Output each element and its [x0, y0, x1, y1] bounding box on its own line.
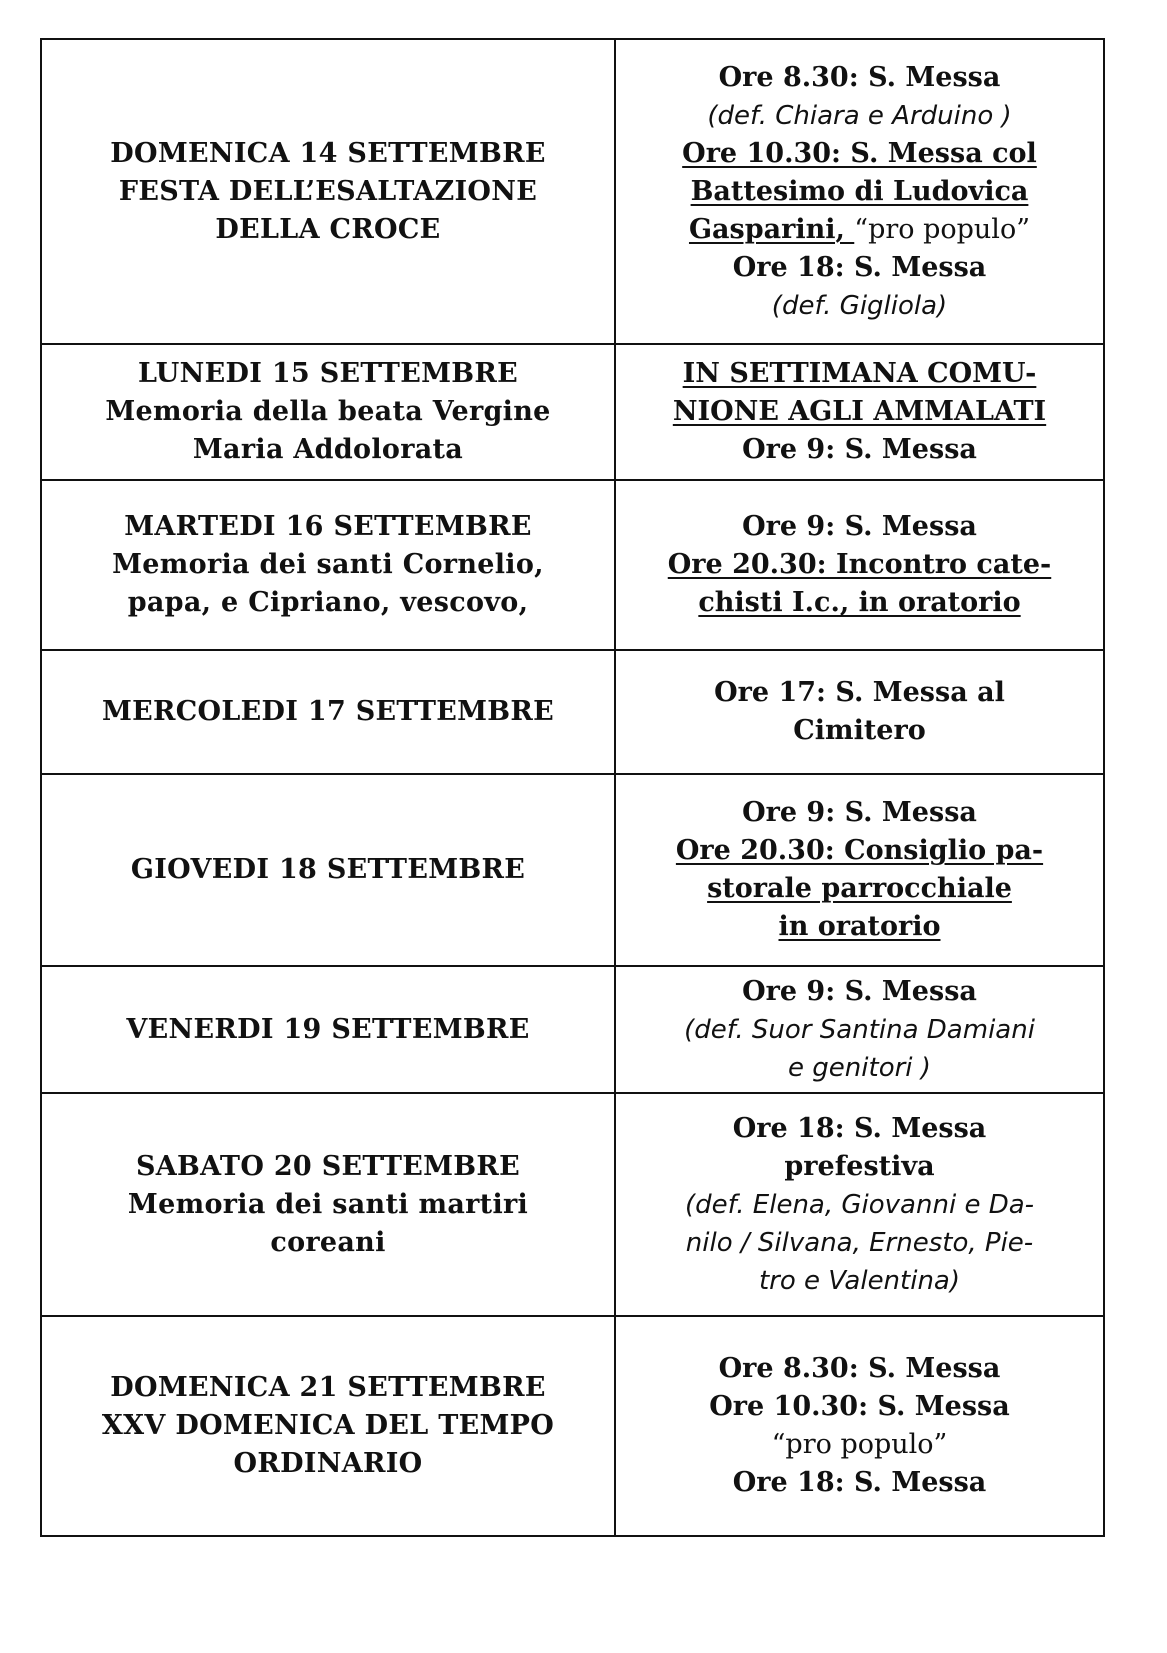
event-line: Ore 8.30: S. Messa — [718, 61, 1001, 93]
day-title: DOMENICA 21 SETTEMBRE — [110, 1372, 546, 1403]
day-subtitle: coreani — [270, 1226, 386, 1258]
event-note: tro e Valentina) — [758, 1265, 961, 1296]
day-title: VENERDI 19 SETTEMBRE — [126, 1013, 530, 1045]
table-row — [41, 39, 1104, 344]
day-title: GIOVEDI 18 SETTEMBRE — [130, 854, 526, 885]
day-cell — [41, 1316, 615, 1536]
day-cell — [41, 966, 615, 1093]
event-line — [624, 211, 1095, 249]
event-line: Ore 18: S. Messa — [732, 1467, 987, 1498]
event-line: Ore 8.30: S. Messa — [718, 1353, 1001, 1384]
events-cell — [615, 774, 1104, 966]
events-cell — [615, 1316, 1104, 1536]
events-cell — [615, 650, 1104, 774]
event-note: (def. Chiara e Arduino ) — [707, 100, 1012, 131]
table-row — [41, 966, 1104, 1093]
event-note: e genitori ) — [788, 1052, 931, 1083]
event-line: Ore 9: S. Messa — [742, 975, 977, 1007]
events-cell — [615, 344, 1104, 480]
event-line: Ore 10.30: S. Messa col — [682, 137, 1037, 169]
event-line: storale parrocchiale — [707, 873, 1012, 904]
day-subtitle: DELLA CROCE — [215, 213, 441, 245]
event-line: Ore 18: S. Messa — [732, 1112, 987, 1144]
day-cell — [41, 774, 615, 966]
day-title: SABATO 20 SETTEMBRE — [135, 1150, 521, 1182]
event-line: NIONE AGLI AMMALATI — [672, 396, 1047, 427]
event-line: in oratorio — [778, 911, 941, 942]
day-subtitle: Memoria dei santi martiri — [127, 1188, 529, 1220]
day-title: MARTEDI 16 SETTEMBRE — [124, 511, 532, 542]
table-row — [41, 774, 1104, 966]
day-subtitle: Maria Addolorata — [192, 434, 464, 465]
table-row — [41, 480, 1104, 650]
event-note: (def. Gigliola) — [771, 290, 948, 321]
day-cell — [41, 39, 615, 344]
table-row — [41, 1093, 1104, 1316]
event-line: Ore 9: S. Messa — [742, 434, 977, 465]
table-row — [41, 650, 1104, 774]
event-line: chisti I.c., in oratorio — [698, 587, 1021, 618]
day-title: MERCOLEDI 17 SETTEMBRE — [101, 696, 555, 727]
events-cell — [615, 966, 1104, 1093]
day-cell — [41, 650, 615, 774]
day-subtitle: XXV DOMENICA DEL TEMPO — [101, 1410, 555, 1441]
events-cell — [615, 480, 1104, 650]
event-line: Ore 9: S. Messa — [742, 797, 977, 828]
schedule-table — [40, 38, 1105, 1537]
event-line: Cimitero — [793, 715, 926, 746]
day-subtitle: ORDINARIO — [233, 1448, 423, 1479]
event-line-part: Gasparini, — [688, 213, 855, 245]
event-line: Ore 20.30: Consiglio pa- — [675, 835, 1044, 866]
event-note: (def. Suor Santina Damiani — [684, 1014, 1035, 1045]
event-note: nilo / Silvana, Ernesto, Pie- — [685, 1227, 1034, 1258]
event-line: Ore 18: S. Messa — [732, 251, 987, 283]
event-note: “pro populo” — [854, 213, 1031, 245]
event-line: Ore 9: S. Messa — [742, 511, 977, 542]
day-title: DOMENICA 14 SETTEMBRE — [110, 137, 546, 169]
event-line: Battesimo di Ludovica — [690, 175, 1029, 207]
day-subtitle: Memoria dei santi Cornelio, — [112, 549, 544, 580]
events-cell — [615, 1093, 1104, 1316]
day-subtitle: Memoria della beata Vergine — [105, 396, 551, 427]
table-row — [41, 1316, 1104, 1536]
day-subtitle: papa, e Cipriano, vescovo, — [127, 587, 529, 618]
table-row — [41, 344, 1104, 480]
event-line: Ore 17: S. Messa al — [714, 677, 1005, 708]
event-line: Ore 20.30: Incontro cate- — [667, 549, 1052, 580]
day-title: LUNEDI 15 SETTEMBRE — [137, 358, 519, 389]
event-note: “pro populo” — [771, 1429, 948, 1460]
day-subtitle: FESTA DELL’ESALTAZIONE — [118, 175, 538, 207]
events-cell — [615, 39, 1104, 344]
day-cell — [41, 480, 615, 650]
event-line: IN SETTIMANA COMU- — [682, 358, 1037, 389]
event-note: (def. Elena, Giovanni e Da- — [684, 1189, 1035, 1220]
event-line: Ore 10.30: S. Messa — [709, 1391, 1010, 1422]
day-cell — [41, 1093, 615, 1316]
day-cell — [41, 344, 615, 480]
event-line: prefestiva — [784, 1150, 935, 1182]
